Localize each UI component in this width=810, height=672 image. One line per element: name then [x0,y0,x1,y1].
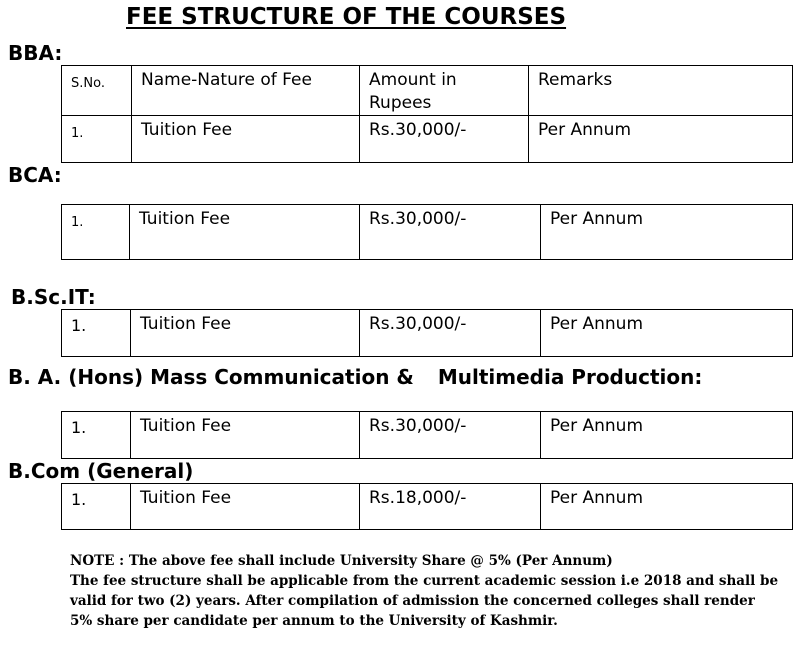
cell-remarks: Per Annum [529,116,793,163]
cell-sno: 1. [62,116,132,163]
note-block [70,551,780,631]
table-row [62,116,793,163]
note-line-2: The fee structure shall be applicable from the current academic session i.e 2018 and shall be valid for two (2) years. After compilation of admission the concerned colleges shall render 5% share per candidate per annum to the University of Kashmir. [70,573,779,629]
course-heading-part1: B. A. (Hons) Mass Communication & [8,365,414,389]
cell-remarks: Per Annum [541,484,793,530]
cell-name: Tuition Fee [131,310,360,357]
cell-sno: 1. [62,205,130,260]
fee-table-bba [61,65,793,163]
course-heading-part2: Multimedia Production: [437,365,703,389]
cell-name: Tuition Fee [131,484,360,530]
table-row [62,412,793,459]
cell-amount: Rs.30,000/- [360,412,541,459]
cell-amount: Rs.30,000/- [360,310,541,357]
table-row [62,310,793,357]
fee-table-ba-mass-communication [61,411,793,459]
table-header-row [62,66,793,116]
cell-name: Tuition Fee [130,205,360,260]
cell-remarks: Per Annum [541,412,793,459]
cell-remarks: Per Annum [541,310,793,357]
cell-remarks: Per Annum [541,205,793,260]
cell-sno: 1. [62,310,131,357]
fee-table-bca [61,204,793,260]
cell-sno: 1. [62,412,131,459]
column-header-sno: S.No. [62,66,132,116]
column-header-name: Name-Nature of Fee [132,66,360,116]
cell-amount: Rs.30,000/- [360,116,529,163]
note-line-1: NOTE : The above fee shall include University Share @ 5% (Per Annum) [70,553,613,569]
column-header-amount: Amount in Rupees [360,66,529,116]
fee-table-bscit [61,309,793,357]
cell-sno: 1. [62,484,131,530]
column-header-remarks: Remarks [529,66,793,116]
cell-amount: Rs.18,000/- [360,484,541,530]
course-heading-ba-mass-communication [8,365,702,389]
table-row [62,484,793,530]
course-heading-bba: BBA: [8,41,63,65]
cell-name: Tuition Fee [132,116,360,163]
fee-table-bcom [61,483,793,530]
table-row [62,205,793,260]
course-heading-bcom: B.Com (General) [8,459,194,483]
course-heading-bca: BCA: [8,163,62,187]
cell-name: Tuition Fee [131,412,360,459]
page-title: FEE STRUCTURE OF THE COURSES [126,4,567,30]
cell-amount: Rs.30,000/- [360,205,541,260]
course-heading-bscit: B.Sc.IT: [11,285,96,309]
